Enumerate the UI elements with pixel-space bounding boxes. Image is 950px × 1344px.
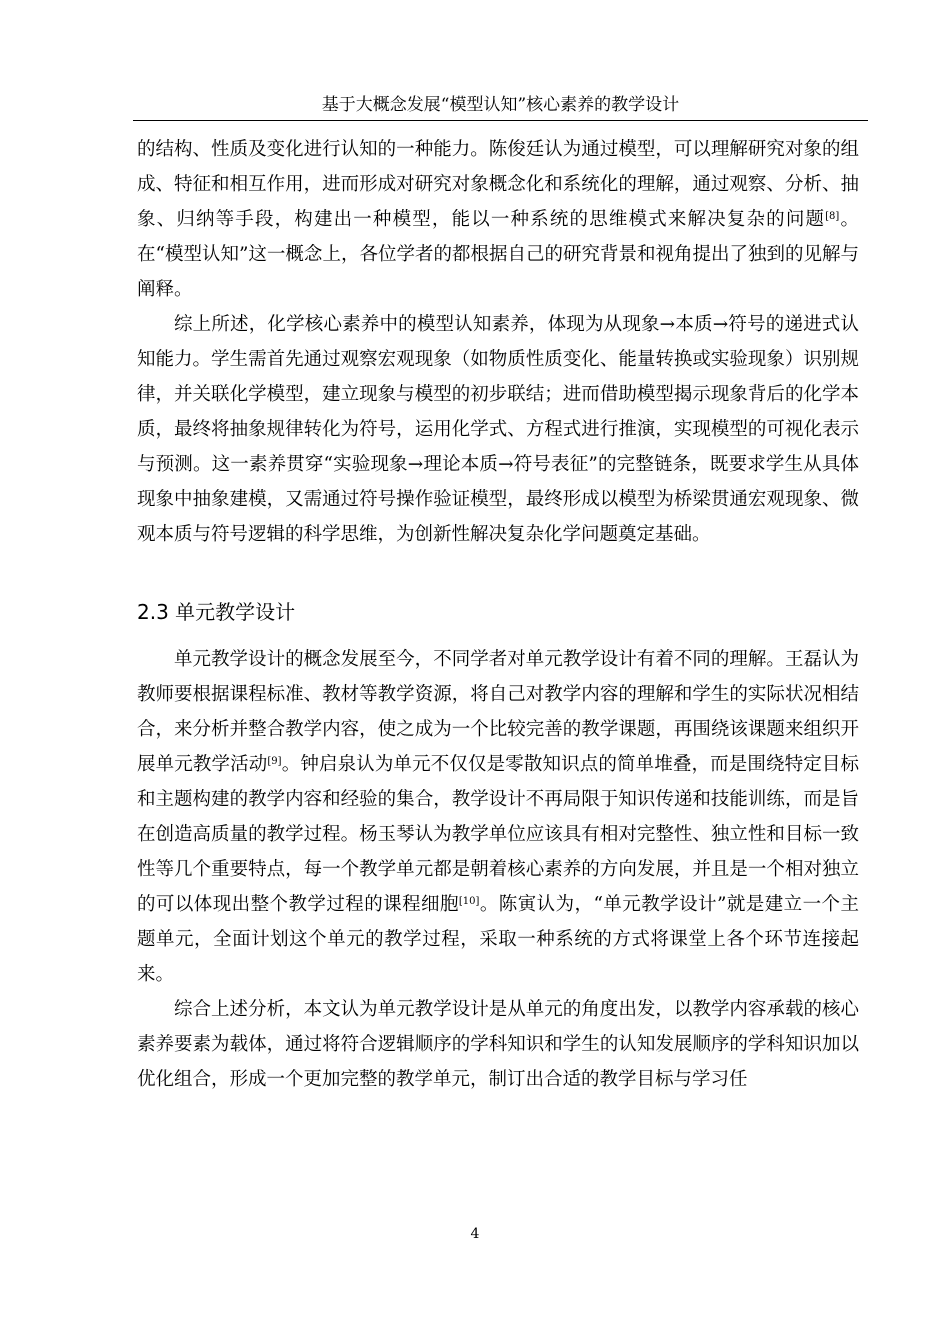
paragraph-model-cognition-definition <box>137 132 859 307</box>
paragraph-text: 的结构、性质及变化进行认知的一种能力。陈俊廷认为通过模型，可以理解研究对象的组成、特征和相互作用，进而形成对研究对象概念化和系统化的理解，通过观察、分析、抽象、归纳等手段，构建出一种模型，能以一种系统的思维模式来解决复杂的问题 <box>137 139 859 230</box>
running-header-title: 基于大概念发展“模型认知”核心素养的教学设计 <box>321 95 680 115</box>
paragraph-text: 综上所述，化学核心素养中的模型认知素养，体现为从现象→本质→符号的递进式认知能力。学生需首先通过观察宏观现象（如物质性质变化、能量转换或实验现象）识别规律，并关联化学模型，建立现象与模型的初步联结；进而借助模型揭示现象背后的化学本质，最终将抽象规律转化为符号，运用化学式、方程式进行推演，实现模型的可视化表示与预测。这一素养贯穿“实验现象→理论本质→符号表征”的完整链条，既要求学生从具体现象中抽象建模，又需通过符号操作验证模型，最终形成以模型为桥梁贯通宏观现象、微观本质与符号逻辑的科学思维，为创新性解决复杂化学问题奠定基础。 <box>137 314 859 545</box>
running-header <box>133 90 868 121</box>
citation-10[interactable]: [10] <box>458 896 480 907</box>
paragraph-text: 。在“模型认知”这一概念上，各位学者的都根据自己的研究背景和视角提出了独到的见解与阐释。 <box>137 209 859 300</box>
page-body <box>137 132 859 1097</box>
paragraph-text: 。钟启泉认为单元不仅仅是零散知识点的简单堆叠，而是围绕特定目标和主题构建的教学内容和经验的集合，教学设计不再局限于知识传递和技能训练，而是旨在创造高质量的教学过程。杨玉琴认为教学单位应该具有相对完整性、独立性和目标一致性等几个重要特点，每一个教学单元都是朝着核心素养的方向发展，并且是一个相对独立的可以体现出整个教学过程的课程细胞 <box>137 754 859 915</box>
paragraph-text: 。陈寅认为，“单元教学设计”就是建立一个主题单元，全面计划这个单元的教学过程，采取一种系统的方式将课堂上各个环节连接起来。 <box>137 894 859 985</box>
citation-9[interactable]: [9] <box>267 756 282 767</box>
section-heading-2-3: 2.3 单元教学设计 <box>137 600 296 624</box>
paragraph-summary <box>137 307 859 552</box>
paragraph-unit-design-views <box>137 642 859 992</box>
paragraph-text: 单元教学设计的概念发展至今，不同学者对单元教学设计有着不同的理解。王磊认为教师要根据课程标准、教材等教学资源，将自己对教学内容的理解和学生的实际状况相结合，来分析并整合教学内容，使之成为一个比较完善的教学课题，再围绕该课题来组织开展单元教学活动 <box>137 649 859 775</box>
paragraph-text: 综合上述分析，本文认为单元教学设计是从单元的角度出发，以教学内容承载的核心素养要素为载体，通过将符合逻辑顺序的学科知识和学生的认知发展顺序的学科知识加以优化组合，形成一个更加完整的教学单元，制订出合适的教学目标与学习任 <box>137 999 859 1090</box>
citation-8[interactable]: [8] <box>825 211 840 222</box>
page-number: 4 <box>470 1226 480 1242</box>
paragraph-conclusion <box>137 992 859 1097</box>
